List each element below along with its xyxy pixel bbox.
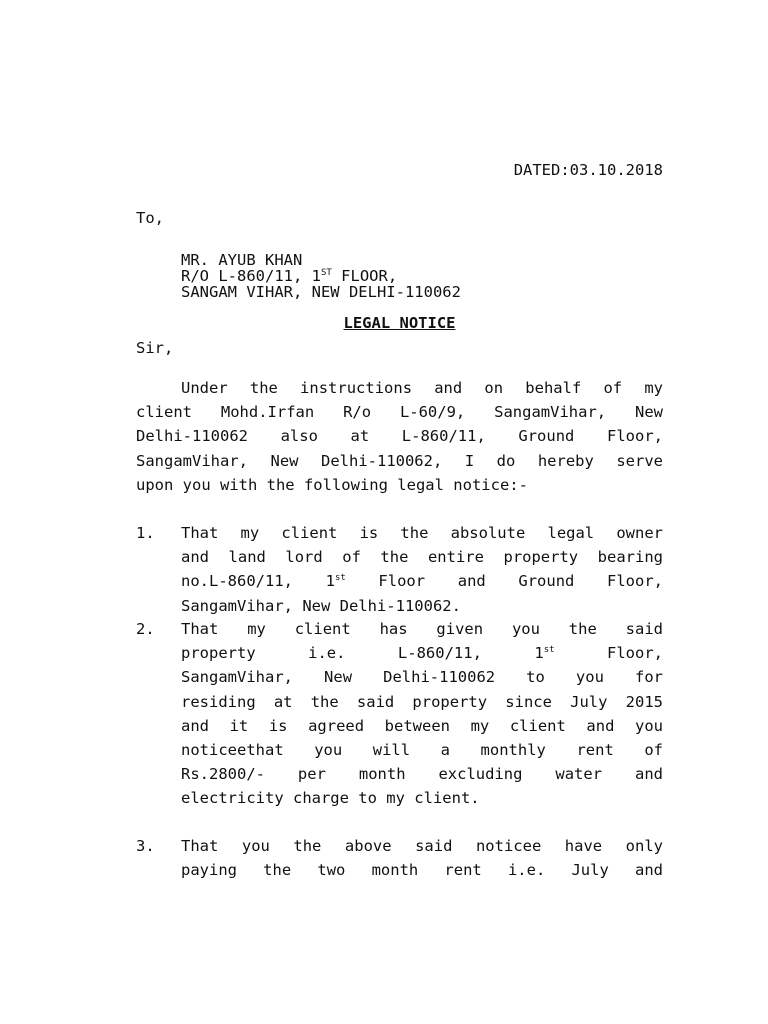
item-body [181,620,663,814]
intro-line: client Mohd.Irfan R/o L-60/9, SangamVihar, New [136,403,663,422]
ordinal-superscript: st [334,573,346,584]
addressee-address-line1-tail: FLOOR, [331,267,398,285]
item-body [181,524,663,621]
intro-line: Under the instructions and on behalf of my [181,379,663,397]
item-line-text: no.L-860/11, 1 [181,572,335,591]
intro-line: Delhi-110062 also at L-860/11, Ground Floor, [136,427,663,446]
item-line: residing at the said property since July 2015 [181,692,663,711]
greeting: Sir, [136,339,174,357]
item-line-tail: Floor and Ground Floor, [345,572,663,591]
item-line: and it is agreed between my client and you [181,716,663,735]
item-line: and land lord of the entire property bearing [181,548,663,567]
item-line-text: property i.e. L-860/11, 1 [181,644,544,663]
item-number: 2. [136,620,155,638]
notice-date: DATED:03.10.2018 [513,161,663,179]
intro-line: SangamVihar, New Delhi-110062, I do hereby serve [136,451,663,470]
item-line: noticeethat you will a monthly rent of [181,740,663,759]
item-body [181,837,663,885]
notice-title: LEGAL NOTICE [343,314,456,332]
item-number: 3. [136,837,155,855]
intro-paragraph [136,379,663,500]
salutation-to: To, [136,209,164,227]
item-line-tail: Floor, [554,644,664,663]
item-number: 1. [136,524,155,542]
ordinal-superscript: ST [320,268,332,278]
item-line: That my client has given you the said [181,620,663,638]
item-line: That my client is the absolute legal owner [181,524,663,542]
addressee-name: MR. AYUB KHAN [181,251,303,269]
item-line: Rs.2800/- per month excluding water and [181,765,663,784]
item-line: paying the two month rent i.e. July and [181,861,663,880]
item-line: electricity charge to my client. [181,789,480,808]
addressee-address-line2: SANGAM VIHAR, NEW DELHI-110062 [181,283,461,301]
ordinal-superscript: st [543,645,555,656]
item-line [181,644,663,668]
addressee-address-line1-text: R/O L-860/11, 1 [181,267,321,285]
item-line: SangamVihar, New Delhi-110062. [181,596,461,615]
item-line: That you the above said noticee have only [181,837,663,855]
item-line [181,572,663,596]
intro-line: upon you with the following legal notice:- [136,475,528,494]
item-line: SangamVihar, New Delhi-110062 to you for [181,668,663,687]
